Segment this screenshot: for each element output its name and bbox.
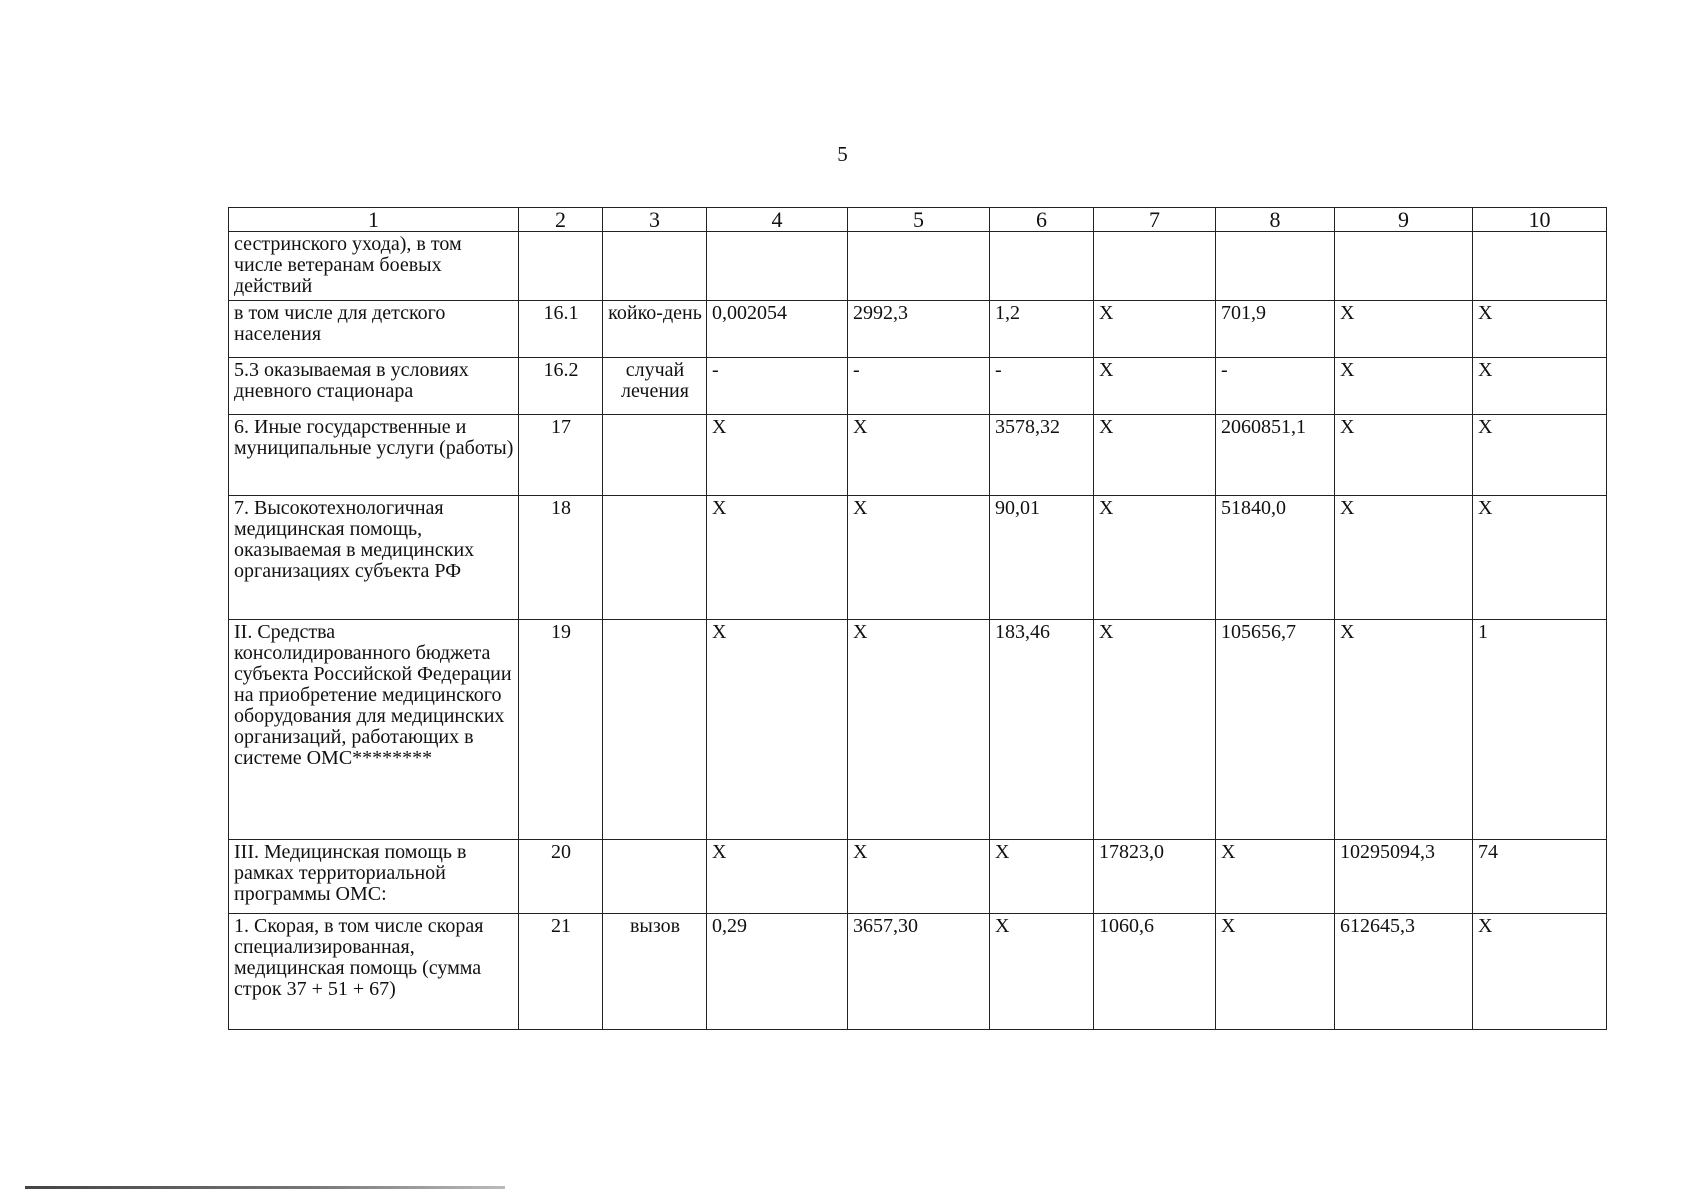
table-cell: -: [990, 358, 1094, 415]
row-label: III. Медицинская помощь в рамках территориальной программы ОМС:: [229, 840, 519, 914]
table-cell: X: [1094, 301, 1216, 358]
table-cell: X: [848, 620, 990, 840]
table-cell: X: [1335, 301, 1473, 358]
table-cell: X: [1216, 914, 1335, 1030]
table-cell: 3578,32: [990, 415, 1094, 496]
table-cell: -: [707, 358, 848, 415]
table-cell: X: [1094, 496, 1216, 620]
table-cell: X: [1216, 840, 1335, 914]
table-cell: 0,29: [707, 914, 848, 1030]
table-cell: 1060,6: [1094, 914, 1216, 1030]
column-number-row: [229, 208, 1607, 232]
data-table: [228, 207, 1607, 1030]
table-cell: 2060851,1: [1216, 415, 1335, 496]
table-cell: X: [1473, 301, 1607, 358]
table-cell: X: [1473, 496, 1607, 620]
table-cell: -: [1216, 358, 1335, 415]
table-cell: X: [707, 415, 848, 496]
table-cell: X: [848, 840, 990, 914]
table-cell: 10295094,3: [1335, 840, 1473, 914]
table-cell: X: [1094, 415, 1216, 496]
table-cell: [603, 232, 707, 301]
table-cell: случай лечения: [603, 358, 707, 415]
column-number: 1: [229, 208, 519, 232]
column-number: 10: [1473, 208, 1607, 232]
table-cell: койко-день: [603, 301, 707, 358]
row-label: 1. Скорая, в том числе скорая специализированная, медицинская помощь (сумма строк 37 + 51 + 67): [229, 914, 519, 1030]
table-row: [229, 301, 1607, 358]
table-cell: [1216, 232, 1335, 301]
table-cell: X: [1335, 415, 1473, 496]
table-cell: X: [990, 914, 1094, 1030]
table-row: [229, 914, 1607, 1030]
column-number: 4: [707, 208, 848, 232]
column-number: 2: [519, 208, 603, 232]
table-cell: 51840,0: [1216, 496, 1335, 620]
table-cell: 20: [519, 840, 603, 914]
scan-edge-line: [25, 1186, 505, 1189]
row-label: сестринского ухода), в том числе ветеранам боевых действий: [229, 232, 519, 301]
table-cell: X: [848, 496, 990, 620]
table-cell: 90,01: [990, 496, 1094, 620]
table-cell: X: [1473, 358, 1607, 415]
column-number: 8: [1216, 208, 1335, 232]
table-cell: [707, 232, 848, 301]
table-cell: X: [1473, 914, 1607, 1030]
row-label: в том числе для детского населения: [229, 301, 519, 358]
table-cell: 19: [519, 620, 603, 840]
table-row: [229, 358, 1607, 415]
table-cell: -: [848, 358, 990, 415]
table-cell: [603, 496, 707, 620]
table-cell: [1335, 232, 1473, 301]
column-number: 7: [1094, 208, 1216, 232]
table-cell: X: [1094, 620, 1216, 840]
table-cell: 18: [519, 496, 603, 620]
table-cell: [1473, 232, 1607, 301]
column-number: 9: [1335, 208, 1473, 232]
table-row: [229, 415, 1607, 496]
table-cell: [603, 840, 707, 914]
table-cell: X: [707, 620, 848, 840]
row-label: 7. Высокотехнологичная медицинская помощь, оказываемая в медицинских организациях субъекта РФ: [229, 496, 519, 620]
table-cell: 701,9: [1216, 301, 1335, 358]
table-cell: 105656,7: [1216, 620, 1335, 840]
column-number: 5: [848, 208, 990, 232]
column-number: 6: [990, 208, 1094, 232]
page-number: 5: [837, 142, 848, 166]
table-cell: 74: [1473, 840, 1607, 914]
table-cell: 21: [519, 914, 603, 1030]
table-cell: X: [1335, 496, 1473, 620]
table-cell: X: [707, 496, 848, 620]
table-row: [229, 620, 1607, 840]
table-cell: вызов: [603, 914, 707, 1030]
column-number: 3: [603, 208, 707, 232]
table-cell: X: [1473, 415, 1607, 496]
table-row: [229, 840, 1607, 914]
table-cell: 1: [1473, 620, 1607, 840]
table-cell: 612645,3: [1335, 914, 1473, 1030]
table-cell: X: [1335, 358, 1473, 415]
table-cell: [603, 415, 707, 496]
table-cell: 16.2: [519, 358, 603, 415]
table-cell: 1,2: [990, 301, 1094, 358]
table-cell: [519, 232, 603, 301]
table-cell: 2992,3: [848, 301, 990, 358]
table-cell: X: [707, 840, 848, 914]
table-cell: X: [848, 415, 990, 496]
table-cell: [990, 232, 1094, 301]
row-label: 5.3 оказываемая в условиях дневного стационара: [229, 358, 519, 415]
table-cell: 183,46: [990, 620, 1094, 840]
table-cell: [603, 620, 707, 840]
table-cell: [848, 232, 990, 301]
table-cell: X: [990, 840, 1094, 914]
table-row: [229, 232, 1607, 301]
table-cell: [1094, 232, 1216, 301]
table-cell: X: [1094, 358, 1216, 415]
table-cell: 16.1: [519, 301, 603, 358]
table-cell: 3657,30: [848, 914, 990, 1030]
table-cell: 17: [519, 415, 603, 496]
table-cell: 0,002054: [707, 301, 848, 358]
row-label: 6. Иные государственные и муниципальные услуги (работы): [229, 415, 519, 496]
table-row: [229, 496, 1607, 620]
table-cell: 17823,0: [1094, 840, 1216, 914]
row-label: II. Средства консолидированного бюджета субъекта Российской Федерации на приобретение медицинского оборудования для медицинских организаций, работающих в системе ОМС********: [229, 620, 519, 840]
table-cell: X: [1335, 620, 1473, 840]
